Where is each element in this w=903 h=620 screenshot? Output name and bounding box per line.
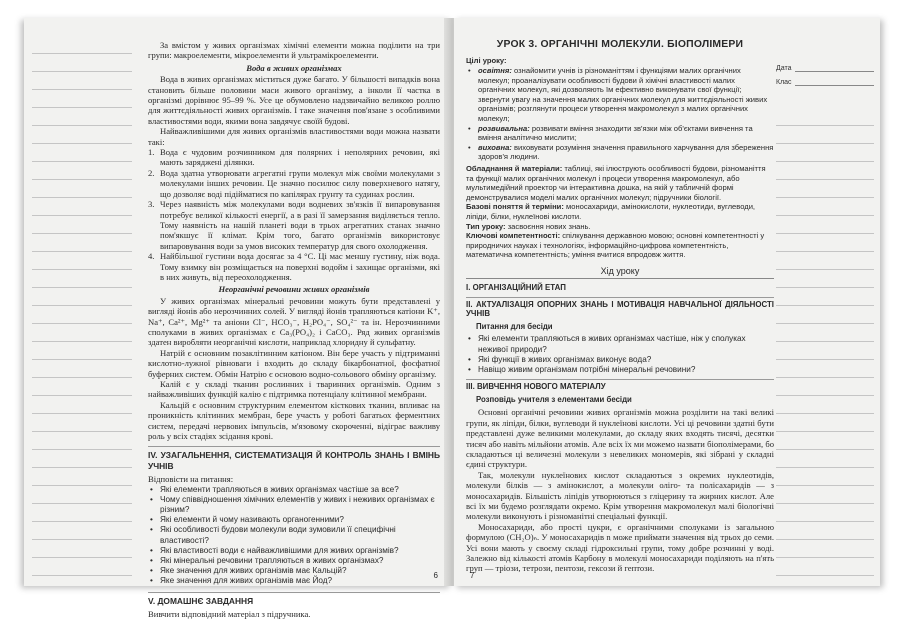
section-4-title: IV. УЗАГАЛЬНЕННЯ, СИСТЕМАТИЗАЦІЯ Й КОНТРОЛЬ ЗНАНЬ І ВМІНЬ УЧНІВ (148, 446, 440, 471)
ruled-notes-margin (776, 108, 874, 584)
list-item: • Чому співвідношення хімічних елементів у живих і неживих організмах є різним? (148, 495, 440, 515)
class-label: Клас (776, 79, 792, 86)
list-item: • Яке значення для живих організмів має Йод? (148, 576, 440, 586)
list-item: • Які елементи й чому називають органогенними? (148, 515, 440, 525)
equipment: Обладнання й матеріали: таблиці, які ілюструють особливості будови, різноманіття та функції малих органічних молекул і процеси утворення макромолекул, або мультимедійний проектор чи інтерактивна дошка, на якій у табличній формі демонструвалися моделі малих органічних молекул; підручники біології. (466, 163, 766, 202)
page-number-left: 6 (433, 571, 438, 580)
inorganic-paragraph-2: Натрій є основним позаклітинним катіоном. Він бере участь у підтриманні кислотно-лужної рівноваги і входить до складу бікарбонатної, фосфатної буферних систем. Обмін Натрію є основою водно-сольового обміну організму. (148, 347, 440, 379)
basic-concepts: Базові поняття й терміни: моносахариди, амінокислоти, нуклеотиди, вуглеводи, ліпіди, білки, нуклеїнові кислоти. (466, 202, 756, 221)
stage-2-title: II. АКТУАЛІЗАЦІЯ ОПОРНИХ ЗНАНЬ І МОТИВАЦІЯ НАВЧАЛЬНОЇ ДІЯЛЬНОСТІ УЧНІВ (466, 297, 774, 319)
teacher-story-heading: Розповідь учителя з елементами бесіди (476, 394, 632, 404)
inorganic-paragraph-1: У живих організмах мінеральні речовини можуть бути представлені у вигляді йонів або нерозчинних солей. У вигляді йонів трапляються катіони K⁺, Na⁺, Ca²⁺, Mg²⁺ та аніони Cl⁻, HCO₃⁻, H₂PO₄⁻, SO₄²⁻ та ін. Нерозчинними сполуками в живих організмах є Ca₃(PO₄)₂ і CaCO₃. Ряд живих організмів здатен виробляти неорганічні кислоти, наприклад хлоридну й сульфатну. (148, 295, 440, 348)
intro-paragraph: За вмістом у живих організмах хімічні елементи можна поділити на три групи: макроелементи, мікроелементи й ультрамікроелементи. (148, 40, 440, 61)
left-page (24, 18, 452, 620)
ruled-notes-margin (32, 36, 132, 584)
teacher-paragraph-3: Моносахариди, або прості цукри, є органічними сполуками із загальною формулою (CH₂O)ₙ. У моносахаридів n може приймати значення від трьох до семи. Усі вони мають у своєму складі гідроксильні групи, тому добре розчинні у воді. Залежно від кількості атомів Карбону в молекулі моносахариди поділяють на п'ять груп — тріози, тетрози, пентози, гексози й гептози. (466, 521, 774, 574)
inorganic-heading: Неорганічні речовини живих організмів (218, 284, 370, 295)
homework-text: Вивчити відповідний матеріал з підручника. (148, 609, 311, 620)
left-page-text (148, 40, 440, 620)
page-number-right: 7 (470, 571, 475, 580)
class-field[interactable] (795, 77, 874, 86)
water-paragraph-2: Найважливішими для живих організмів властивостями води можна назвати такі: (148, 126, 440, 147)
list-item: • освітня: ознайомити учнів із різноманіттям і функціями малих органічних молекул; проаналізувати особливості будови й хімічні властивості малих органічних молекул, які дозволяють їм ефективно виконувати свої функції; звернути увагу на значення малих органічних молекул для життєдіяльності живих організмів; розглянути процеси утворення макромолекул з малих органічних молекул; (466, 66, 774, 124)
teacher-paragraph-1: Основні органічні речовини живих організмів можна розділити на такі великі групи, як ліпіди, білки, вуглеводи й нуклеїнові кислоти. Усі ці речовини здатні бути представлені дуже великими молекулами, до складу яких входять тисячі, десятки тисяч або навіть мільйони атомів. Але всіх їх ми можемо назвати біополімерами, бо складаються ці величезні молекули з невеликих мономерів, які зібрані у складні єдині структури. (466, 407, 774, 470)
water-properties-list (148, 147, 440, 282)
stage-3-title: III. ВИВЧЕННЯ НОВОГО МАТЕРІАЛУ (466, 379, 774, 392)
list-item: 3. Через наявність між молекулами води водневих зв'язків її випаровування потребує великої кількості енергії, а в разі її замерзання виділяється тепло. Тому наявність на нашій планеті води в трьох агрегатних станах значно пом'якшує її клімат. Крім того, багато організмів використовує випаровування води за умов високих температур для свого охолодження. (148, 199, 440, 251)
right-page (454, 18, 880, 586)
date-class-fields (776, 58, 874, 86)
list-item: 1. Вода є чудовим розчинником для полярних і неполярних речовин, які мають заряджені ділянки. (148, 147, 440, 168)
lesson-type: Тип уроку: засвоєння нових знань. (466, 221, 591, 231)
inorganic-paragraph-4: Кальцій є основним структурним елементом кісткових тканин, впливає на проникність клітинних мембран, бере участь у роботі багатьох ферментних систем, передачі нервових імпульсів, м'язовому скороченні, відіграє важливу роль у всіх стадіях зсідання крові. (148, 399, 440, 442)
list-item: • Які властивості води є найважливішими для живих організмів? (148, 546, 440, 556)
list-item: 2. Вода здатна утворювати агрегатні групи молекул між своїми молекулами з молекулами інших речовин. Це значно посилює силу поверхневого натягу, що дозволяє воді підійматися по капілярах грунту та судинах рослин. (148, 167, 440, 199)
lesson-title: УРОК 3. ОРГАНІЧНІ МОЛЕКУЛИ. БІОПОЛІМЕРИ (496, 39, 744, 50)
water-heading: Вода в живих організмах (246, 62, 342, 73)
date-field[interactable] (795, 63, 874, 72)
list-item: • розвивальна: розвивати вміння знаходити зв'язки між об'єктами вивчення та вміння аналітично мислити; (466, 124, 774, 143)
list-item: • Які елементи трапляються в живих організмах частіше за все? (148, 485, 440, 495)
list-item: 4. Найбільшої густини вода досягає за 4 °С. Ці мас меншу густину, ніж вода. Тому взимку він розміщається на поверхні водойм і захищає організми, які в них живуть, від переохолодження. (148, 251, 440, 282)
teacher-paragraph-2: Так, молекули нуклеїнових кислот складаються з окремих нуклеотидів, молекули білків — з амінокислот, а молекули оліго- та полісахаридів — з моносахаридів. Більшість ліпідів утворюються з гліцерину та жирних кислот. Але всі їх ми будемо розглядати окремо. Крім утворення макромолекул малі біологічні молекули виконують і різноманітні спеціальні функції. (466, 469, 774, 522)
review-questions-list (148, 485, 440, 587)
right-page-text (466, 40, 774, 574)
lesson-goals (466, 56, 774, 259)
list-item: • Які особливості будови молекули води зумовили її специфічні властивості? (148, 525, 440, 545)
open-workbook (8, 4, 894, 620)
goals-label: Цілі уроку: (466, 56, 507, 66)
list-item: • Навіщо живим організмам потрібні мінеральні речовини? (466, 365, 774, 375)
date-label: Дата (776, 65, 792, 72)
list-item: • Які елементи трапляються в живих організмах частіше, ніж у сполуках неживої природи? (466, 334, 774, 354)
water-paragraph-1: Вода в живих організмах міститься дуже багато. У більшості випадків вона становить більше половини маси живого організму, а інколи її частка в організмі дорівнює 95–99 %. Усе це обумовлено надзвичайно великою роллю для життєдіяльності живих організмів. І таке значення пов'язане з особливими властивостями води, якими вона завдячує своїй будові. (148, 74, 440, 126)
inorganic-paragraph-3: Калій є у складі тканин рослинних і тваринних організмів. Одним з найважливіших функцій калію є підтримка потенціалу клітинної мембрани. (148, 379, 440, 400)
discussion-questions-list (466, 334, 774, 375)
stage-1-title: I. ОРГАНІЗАЦІЙНИЙ ЕТАП (466, 283, 566, 293)
section-5-title: V. ДОМАШНЄ ЗАВДАННЯ (148, 592, 440, 606)
lesson-course-heading: Хід уроку (466, 266, 774, 279)
key-competences: Ключові компетентності: спілкування державною мовою; основні компетентності у природничих науках і технологіях, інформаційно-цифрова компетентність, математична компетентність; уміння вчитися впродовж життя. (466, 231, 765, 260)
discussion-heading: Питання для бесіди (476, 322, 553, 332)
list-item: • Які мінеральні речовини трапляються в живих організмах? (148, 556, 440, 566)
list-item: • Які функції в живих організмах виконує вода? (466, 355, 774, 365)
list-item: • виховна: виховувати розуміння значення правильного харчування для збереження здоров'я людини. (466, 143, 774, 162)
answers-intro: Відповісти на питання: (148, 474, 234, 485)
list-item: • Яке значення для живих організмів має Кальцій? (148, 566, 440, 576)
